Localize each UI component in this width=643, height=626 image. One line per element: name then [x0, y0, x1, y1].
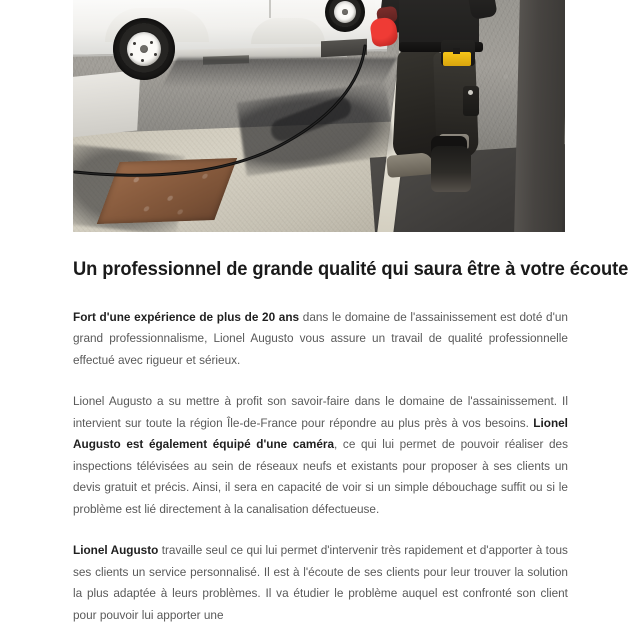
paragraph-2-highlight: Lionel Augusto est également équipé d'une caméra	[73, 415, 568, 452]
wheel-hub	[140, 45, 148, 53]
truck-rear-fender	[251, 18, 325, 44]
page-title: Un professionnel de grande qualité qui saura être à votre écoute	[73, 258, 629, 280]
worker-right-boot	[431, 146, 471, 192]
worker-figure	[375, 0, 507, 220]
hero-image-canvas	[73, 0, 565, 232]
paragraph-3	[73, 540, 568, 626]
paragraph-1-body: dans le domaine de l'assainissement est doté d'un grand professionnalisme, Lionel Augusto vous assure un travail de qualité professionnelle effectué avec rigueur et sérieux.	[73, 309, 568, 367]
wheel-hub	[342, 9, 347, 14]
worker-left-boot	[386, 152, 434, 178]
paragraph-3-body: travaille seul ce qui lui permet d'intervenir très rapidement et d'apporter à tous ses clients un service personnalisé. Il est à l'écoute de ses clients pour leur trouver la solution la plus adaptée à leurs problèmes. Il va étudier le problème auquel est confronté son client pour pouvoir lui apporter une	[73, 543, 568, 622]
manhole-cover	[97, 158, 237, 224]
paragraph-1-lead: Fort d'une expérience de plus de 20 ans	[73, 309, 300, 324]
wheel-rim	[334, 1, 356, 23]
trouser-cargo-pocket	[463, 86, 479, 116]
truck-mudflap	[73, 70, 140, 138]
paragraph-2	[73, 391, 568, 520]
yellow-tool	[443, 52, 471, 66]
article-content	[73, 232, 629, 626]
paragraph-2-after: , ce qui lui permet de pouvoir réaliser des inspections télévisées au sein de réseaux neufs et existants pour proposer à ses clients un devis gratuit et précis. Ainsi, il sera en capacité de voir si un simple débouchage suffit ou si le problème est lié directement à la canalisation défectueuse.	[73, 437, 568, 516]
paragraph-3-lead: Lionel Augusto	[73, 543, 159, 558]
paragraph-1	[73, 307, 568, 372]
truck-bumper	[321, 39, 367, 57]
paragraph-2-before: Lionel Augusto a su mettre à profit son savoir-faire dans le domaine de l'assainissement. Il intervient sur toute la région Île-de-France pour répondre au plus près à vos besoins.	[73, 394, 568, 430]
truck-front-wheel	[113, 18, 175, 80]
wheel-rim	[127, 32, 162, 67]
dark-wall-edge	[514, 0, 565, 232]
hero-image	[73, 0, 565, 232]
truck-shadow	[161, 58, 397, 88]
